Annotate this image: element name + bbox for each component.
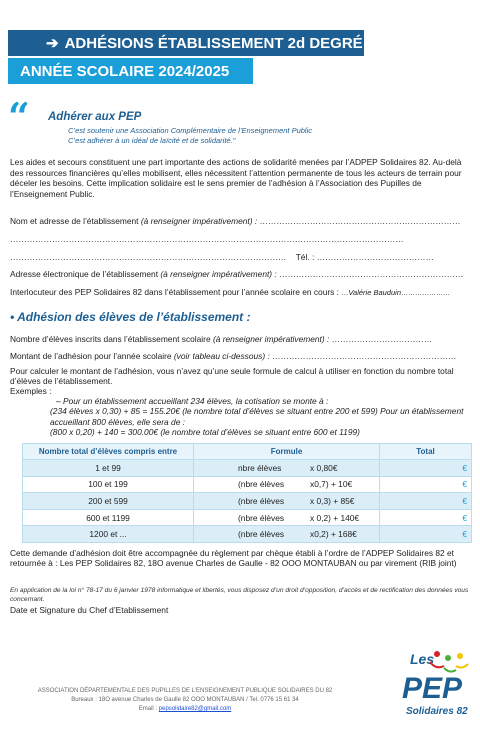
header-title: ADHÉSIONS ÉTABLISSEMENT 2d DEGRÉ bbox=[64, 34, 363, 52]
email-label: Adresse électronique de l’établissement bbox=[10, 269, 159, 279]
interlocuteur-value[interactable]: Valérie Bauduin bbox=[348, 288, 401, 297]
total-cell[interactable]: € bbox=[380, 493, 472, 510]
formula-cell: (nbre élèves x0,7) + 10€ bbox=[194, 476, 380, 493]
nom-hint: (à renseigner impérativement) : bbox=[140, 216, 258, 226]
tel-field[interactable]: …………………………………… bbox=[316, 252, 434, 262]
interlocuteur-label: Interlocuteur des PEP Solidaires 82 dans l’établissement pour l’année scolaire en cours : bbox=[10, 287, 339, 297]
footer-line1: ASSOCIATION DÉPARTEMENTALE DES PUPILLES DE L’ENSEIGNEMENT PUBLIQUE SOLIDAIRES DU 82 bbox=[37, 688, 333, 694]
footer bbox=[0, 687, 370, 714]
montant-hint: (voir tableau ci-dessous) : bbox=[173, 351, 270, 361]
table-header: Total bbox=[380, 444, 472, 460]
year-banner bbox=[8, 58, 253, 84]
logo-dot-green bbox=[445, 655, 451, 661]
total-cell[interactable]: € bbox=[380, 476, 472, 493]
quote-icon: “ bbox=[8, 94, 30, 139]
table-row bbox=[23, 509, 472, 526]
nom-line bbox=[10, 216, 461, 226]
logo-dot-red bbox=[434, 651, 440, 657]
email-field[interactable]: ………………………………………………………… bbox=[279, 269, 464, 279]
table-header-row bbox=[23, 444, 472, 460]
calc-paragraph: Pour calculer le montant de l’adhésion, vous n’avez qu’une seule formule de calcul à utiliser en fonction du nombre total d’élèves de l’établissement. bbox=[10, 366, 454, 386]
address-field-3[interactable]: ……………………………………………………………………………………… bbox=[10, 252, 287, 262]
example-1: – Pour un établissement accueillant 234 élèves, la cotisation se monte à : bbox=[56, 396, 329, 406]
range-cell: 200 et 599 bbox=[23, 493, 194, 510]
adherer-sub1: C’est soutenir une Association Complémentaire de l’Enseignement Public bbox=[68, 126, 313, 135]
example-2: (234 élèves x 0,30) + 85 = 155.20€ (le nombre total d’élèves se situant entre 200 et 599) Pour un établissement accueillant 800 élèves, elle sera de : bbox=[50, 406, 464, 427]
formula-cell: (nbre élèves x0,2) + 168€ bbox=[194, 526, 380, 543]
table-header: Nombre total d’élèves compris entre bbox=[23, 444, 194, 460]
table-header: Formule bbox=[194, 444, 380, 460]
header-banner bbox=[8, 30, 364, 56]
tarif-table bbox=[22, 443, 472, 543]
table-row bbox=[23, 526, 472, 543]
email-line bbox=[10, 269, 463, 279]
total-cell[interactable]: € bbox=[380, 526, 472, 543]
interlocuteur-line: Interlocuteur des PEP Solidaires 82 dans l’établissement pour l’année scolaire en cours : …Valérie Bauduin………………… bbox=[10, 287, 450, 297]
table-row bbox=[23, 493, 472, 510]
pep-logo bbox=[384, 640, 476, 720]
arrow-right-icon: ➔ bbox=[46, 35, 59, 52]
tel-label: Tél. : bbox=[295, 252, 315, 262]
footer-email-label: Email : bbox=[138, 706, 158, 712]
nb-eleves-line bbox=[10, 334, 432, 344]
logo-les: Les bbox=[410, 651, 435, 667]
nb-eleves-field[interactable]: ……………………………… bbox=[331, 334, 433, 344]
example-3: (800 x 0,20) + 140 = 300.00€ (le nombre total d’élèves se situant entre 600 et 1199) bbox=[50, 427, 360, 438]
legal-notice: En application de la loi n° 78-17 du 6 janvier 1978 informatique et libertés, vous disposez d’un droit d’opposition, d’accès et de rectification des données vous concernant. bbox=[10, 587, 469, 603]
nom-label: Nom et adresse de l’établissement bbox=[10, 216, 139, 226]
header-subtitle: ANNÉE SCOLAIRE 2024/2025 bbox=[20, 62, 230, 80]
address-line-2 bbox=[10, 234, 404, 244]
calc-text bbox=[10, 366, 472, 396]
nom-field[interactable]: ……………………………………………………………… bbox=[259, 216, 461, 226]
montant-label: Montant de l’adhésion pour l’année scolaire bbox=[10, 351, 172, 361]
range-cell: 1 et 99 bbox=[23, 460, 194, 477]
address-field-2[interactable]: …………………………………………………………………………………………………………………………… bbox=[10, 234, 404, 244]
intro-paragraph: Les aides et secours constituent une part importante des actions de solidarité menées par l’ADPEP Solidaires 82. Au-delà des ressources financières qu’elles mobilisent, elles nécessitent l’attention permanente de tous les acteurs de terrain pour déceler les besoins. Cette implication solidaire est le sens premier de l’adhésion à l’Association des Pupilles de l’Enseignement Public. bbox=[10, 157, 462, 199]
interlocuteur-dots: ………………… bbox=[401, 290, 450, 297]
footer-line2: Bureaux : 18O avenue Charles de Gaulle 82 OOO MONTAUBAN / Tel. 0776 15 61 34 bbox=[71, 697, 299, 703]
range-cell: 600 et 1199 bbox=[23, 509, 194, 526]
nb-eleves-hint: (à renseigner impérativement) : bbox=[212, 334, 330, 344]
logo-dot-yellow bbox=[457, 653, 463, 659]
table-row bbox=[23, 460, 472, 477]
signature-label: Date et Signature du Chef d’Etablissement bbox=[10, 605, 169, 615]
adhesion-title: • Adhésion des élèves de l’établissement : bbox=[10, 310, 251, 324]
adherer-title: Adhérer aux PEP bbox=[48, 111, 142, 123]
montant-field[interactable]: ………………………………………………………… bbox=[272, 351, 457, 361]
table-row bbox=[23, 476, 472, 493]
address-line-3 bbox=[10, 252, 434, 262]
footer-email-line bbox=[0, 705, 370, 714]
total-cell[interactable]: € bbox=[380, 509, 472, 526]
adherer-subtitle bbox=[68, 126, 312, 146]
logo-solidaires: Solidaires 82 bbox=[406, 706, 468, 717]
logo-pep: PEP bbox=[402, 672, 463, 705]
range-cell: 1200 et ... bbox=[23, 526, 194, 543]
formula-cell: nbre élèves x 0,80€ bbox=[194, 460, 380, 477]
examples bbox=[50, 396, 466, 438]
adherer-sub2: C’est adhérer à un idéal de laïcité et de solidarité." bbox=[68, 136, 236, 145]
nb-eleves-label: Nombre d’élèves inscrits dans l’établissement scolaire bbox=[10, 334, 211, 344]
total-cell[interactable]: € bbox=[380, 460, 472, 477]
exemples-label: Exemples : bbox=[10, 386, 52, 396]
email-hint: (à renseigner impérativement) : bbox=[160, 269, 277, 279]
formula-cell: (nbre élèves x 0,3) + 85€ bbox=[194, 493, 380, 510]
range-cell: 100 et 199 bbox=[23, 476, 194, 493]
formula-cell: (nbre élèves x 0,2) + 140€ bbox=[194, 509, 380, 526]
montant-line bbox=[10, 351, 456, 361]
footer-email-link[interactable]: pepsolidaire82@gmail.com bbox=[158, 706, 232, 712]
closing-paragraph: Cette demande d’adhésion doit être accompagnée du règlement par chèque établi à l’ordre de l’ADPEP Solidaires 82 et retournée à : Les PEP Solidaires 82, 18O avenue Charles de Gaulle - 82 OOO MONTAUBAN ou par virement (RIB joint) bbox=[10, 548, 457, 569]
